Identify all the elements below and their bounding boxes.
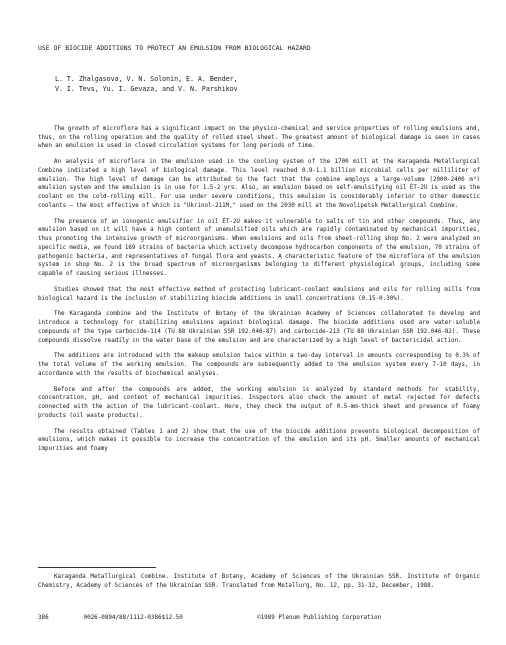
author-list — [55, 74, 455, 94]
page-footer — [38, 614, 480, 622]
paragraph-1: The growth of microflora has a significant impact on the physico-chemical and service properties of rolling emulsions and, thus, on the rolling operation and the quality of rolled steel sheet. The greatest amount of biological damage is seen in cases when an emulsion is used in closed circulation systems for long periods of time. — [38, 126, 480, 150]
author-line-2: V. I. Tevs, Yu. I. Gevaza, and V. N. Parshikov — [55, 85, 238, 93]
paragraph-3: The presence of an ionogenic emulsifier in oil ÉT-2U makes it vulnerable to salts of tin and other compounds. Thus, any emulsion based on it will have a high content of unemulsified oils which are rapidly contaminated by mechanical impurities, thus promoting the intensive growth of microorganisms. When emulsions and oils from sheet-rolling shop No. 2 were analyzed on specific media, we found 169 strains of bacteria which actively decompose hydrocarbon components of the emulsion, 70 strains of pathogenic bacteria, and representatives of fungal flora and yeasts. A characteristic feature of the microflora of the emulsion system in shop No. 2 is the broad spectrum of microorganisms belonging to different physiological groups, including some capable of causing serious illnesses. — [38, 218, 480, 277]
body-text — [38, 125, 480, 461]
paragraph-5: The Karaganda combine and the Institute of Botany of the Ukrainian Academy of Sciences collaborated to develop and introduce a technology for stabilizing emulsions against biological damage. The biocide additions used are water-soluble compounds of the type carbocide-114 (TU 88 Ukrainian SSR 192.046-87) and carbocide-213 (TU 88 Ukrainian SSR 192.046-82). These compounds dissolve readily in the water base of the emulsion and are characterized by a high level of bactericidal action. — [38, 311, 480, 344]
paragraph-8: The results obtained (Tables 1 and 2) show that the use of the biocide additions prevents biological decomposition of emulsions, which makes it possible to increase the concentration of the emulsion and its pH. Smaller amounts of mechanical impurities and foamy — [38, 428, 480, 453]
page-number: 386 — [38, 615, 49, 621]
paragraph-2: An analysis of microflora in the emulsion used in the cooling system of the 1700 mill at the Karaganda Metallurgical Combine indicated a high level of biological damage. This level reached 0.9-1.1 billion microbial cells per milliliter of emulsion. The high level of damage can be attributed to the fact that the combine employs a large-volume (2000-2400 m³) emulsion system and the emulsion is in use for 1.5-2 yrs. Also, an emulsion based on self-emulsifying oil ÉT-2U is used as the coolant on the cold-rolling mill. For use under severe conditions, this emulsion is considerably inferior to other domestic coolants — the most effective of which is "Ukrinol-211M," used on the 2030 mill at the Novolipetsk Metallurgical Combine. — [38, 159, 480, 209]
paragraph-7: Before and after the compounds are added, the working emulsion is analyzed by standard methods for stability, concentration, pH, and content of mechanical impurities. Inspectors also check the amount of metal rejected for defects connected with the action of the lubricant-coolant. Here, they check the output of 0.5-mm-thick sheet and presence of foamy products (oil waste products). — [38, 386, 480, 419]
issn-code: 0026-0894/88/1112-0386$12.50 — [83, 615, 183, 621]
paper-title: USE OF BIOCIDE ADDITIONS TO PROTECT AN EMULSION FROM BIOLOGICAL HAZARD — [38, 44, 311, 52]
paragraph-6: The additions are introduced with the makeup emulsion twice within a two-day interval in amounts corresponding to 0.3% of the total volume of the working emulsion. The compounds are subsequently added to the emulsion system every 7-10 days, in accordance with the results of biochemical analyses. — [38, 353, 480, 377]
copyright-notice: ©1989 Plenum Publishing Corporation — [257, 615, 382, 621]
footnote-divider — [38, 567, 156, 568]
paragraph-4: Studies showed that the most effective method of protecting lubricant-coolant emulsions and oils for rolling mills from biological hazard is the inclusion of stabilizing biocide additions in small concentrations (0.15-0.30%). — [38, 286, 480, 302]
footnote: Karaganda Metallurgical Combine. Institute of Botany, Academy of Sciences of the Ukrainian SSR. Institute of Organic Chemistry, Academy of Sciences of the Ukrainian SSR. Translated from Metallurg, No. 12, pp. 31-32, December, 1988. — [38, 574, 480, 589]
author-line-1: L. T. Zhalgasova, V. N. Solonin, E. A. Bender, — [55, 75, 238, 83]
